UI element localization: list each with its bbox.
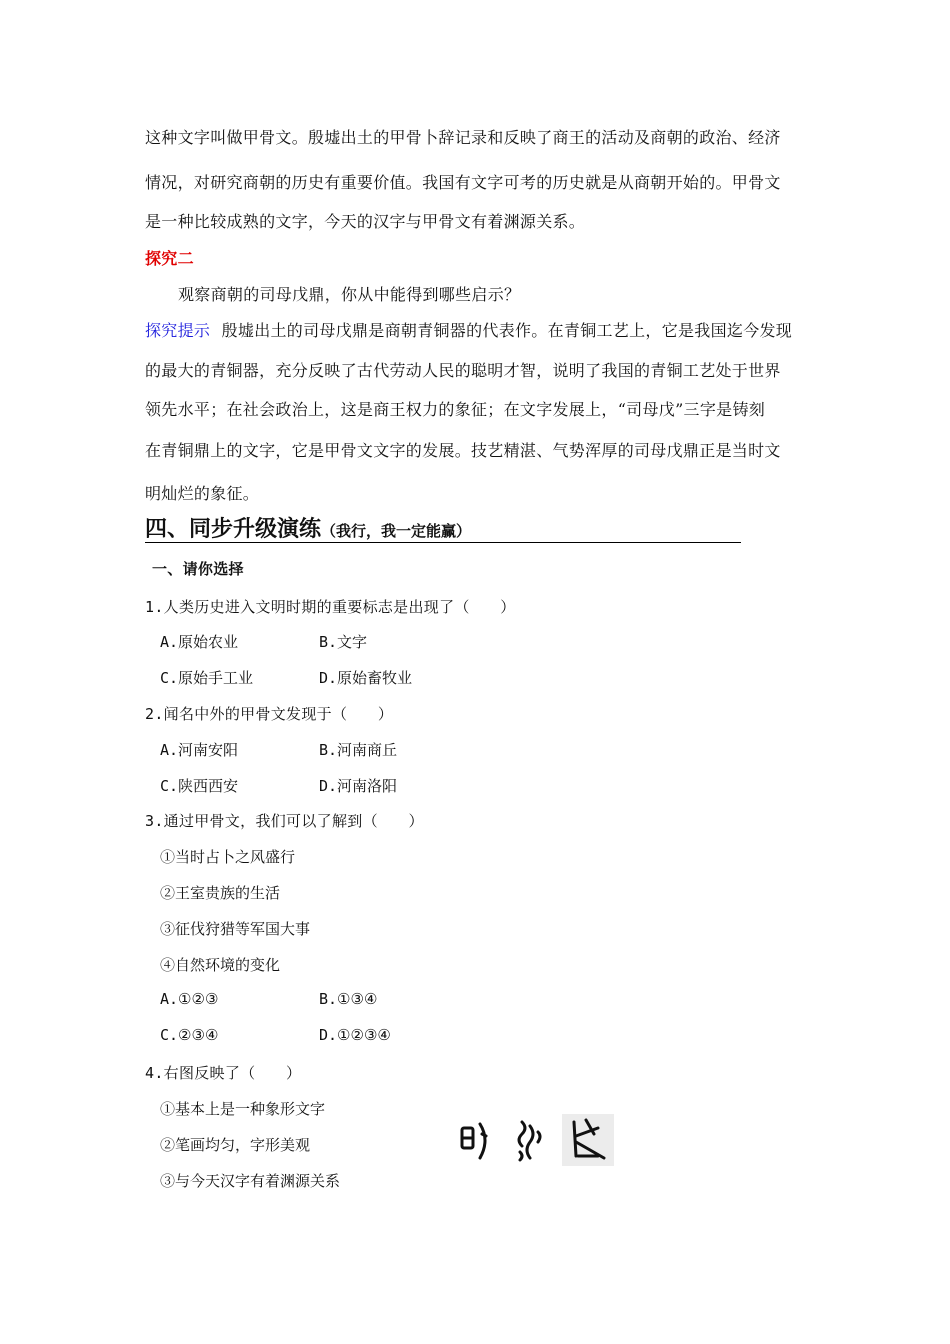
q3-item-4: ④自然环境的变化 — [160, 956, 281, 974]
q3-item-3: ③征伐狩猎等军国大事 — [160, 920, 311, 938]
question-2-stem: 2.闻名中外的甲骨文发现于（ ） — [145, 705, 394, 723]
q3-option-b: B.①③④ — [319, 990, 378, 1008]
q3-option-d: D.①②③④ — [319, 1026, 391, 1044]
explore2-hint-line-3: 领先水平；在社会政治上，这是商王权力的象征；在文字发展上，“司母戊”三字是铸刻 — [145, 400, 766, 419]
intro-line-1: 这种文字叫做甲骨文。殷墟出土的甲骨卜辞记录和反映了商王的活动及商朝的政治、经济 — [145, 128, 781, 147]
explore2-question: 观察商朝的司母戊鼎，你从中能得到哪些启示？ — [178, 285, 521, 304]
hint-text: 殷墟出土的司母戊鼎是商朝青铜器的代表作。在青铜工艺上，它是我国迄今发现 — [221, 321, 793, 340]
question-3-stem: 3.通过甲骨文，我们可以了解到（ ） — [145, 812, 424, 830]
q1-option-d: D.原始畜牧业 — [319, 669, 413, 687]
question-4-stem: 4.右图反映了（ ） — [145, 1064, 302, 1082]
q2-option-a: A.河南安阳 — [160, 741, 239, 759]
q1-option-b: B.文字 — [319, 633, 368, 651]
section-title — [145, 512, 741, 543]
q3-option-c: C.②③④ — [160, 1026, 219, 1044]
q1-option-c: C.原始手工业 — [160, 669, 254, 687]
q2-option-b: B.河南商丘 — [319, 741, 398, 759]
q3-item-1: ①当时占卜之风盛行 — [160, 848, 296, 866]
explore2-hint-line-4: 在青铜鼎上的文字，它是甲骨文文字的发展。技艺精湛、气势浑厚的司母戊鼎正是当时文 — [145, 441, 781, 460]
q4-item-1: ①基本上是一种象形文字 — [160, 1100, 326, 1118]
explore2-hint-line-1 — [145, 318, 792, 341]
explore2-hint-line-2: 的最大的青铜器，充分反映了古代劳动人民的聪明才智，说明了我国的青铜工艺处于世界 — [145, 361, 781, 380]
q4-item-3: ③与今天汉字有着渊源关系 — [160, 1172, 341, 1190]
intro-line-2: 情况，对研究商朝的历史有重要价值。我国有文字可考的历史就是从商朝开始的。甲骨文 — [145, 173, 781, 192]
section-subtitle: （我行，我一定能赢） — [321, 522, 472, 540]
q3-option-a: A.①②③ — [160, 990, 219, 1008]
q2-option-c: C.陕西西安 — [160, 777, 239, 795]
section-title-text: 四、同步升级演练 — [145, 517, 322, 542]
explore2-hint-line-5: 明灿烂的象征。 — [145, 484, 260, 503]
explore2-heading: 探究二 — [145, 249, 194, 268]
q2-option-d: D.河南洛阳 — [319, 777, 398, 795]
question-1-stem: 1.人类历史进入文明时期的重要标志是出现了（ ） — [145, 598, 516, 616]
oracle-bone-glyphs-image — [458, 1112, 618, 1170]
q1-option-a: A.原始农业 — [160, 633, 239, 651]
q3-item-2: ②王室贵族的生活 — [160, 884, 281, 902]
q4-item-2: ②笔画均匀，字形美观 — [160, 1136, 311, 1154]
intro-line-3: 是一种比较成熟的文字，今天的汉字与甲骨文有着渊源关系。 — [145, 212, 586, 231]
part1-heading: 一、请你选择 — [152, 560, 244, 578]
hint-label: 探究提示 — [145, 321, 211, 340]
